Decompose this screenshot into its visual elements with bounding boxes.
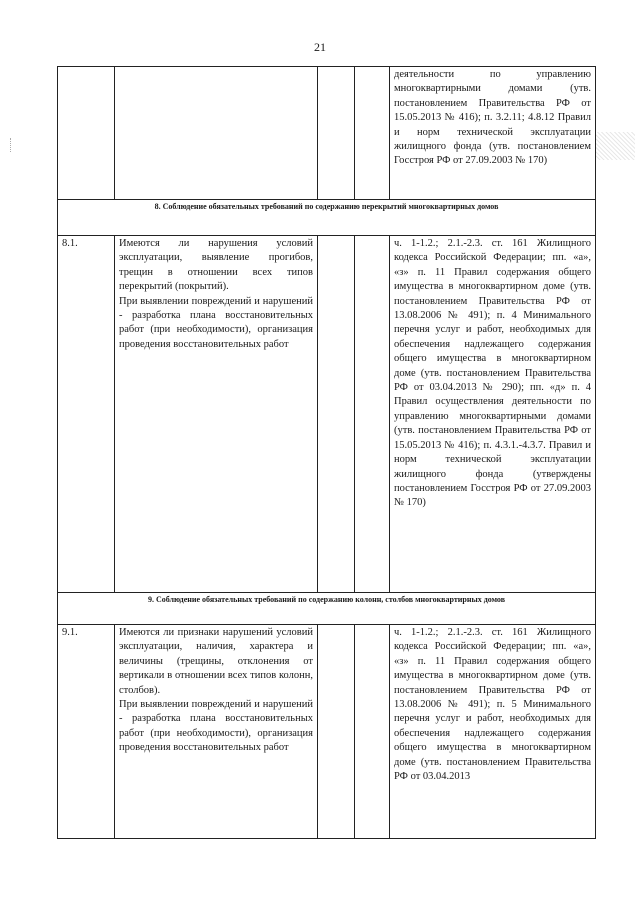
table-row bbox=[58, 236, 596, 593]
answer-no-cell bbox=[355, 236, 390, 593]
legal-basis-cell: ч. 1-1.2.; 2.1.-2.3. ст. 161 Жилищного кодекса Российской Федерации; пп. «а», «з» п. 11 Правил содержания общего имущества в многоквартирном доме (утв. постановлением Правительства РФ от 13.08.2006 № 491); п. 4 Минимального перечня услуг и работ, необходимых для обеспечения надлежащего содержания общего имущества в многоквартирном доме (утв. постановлением Правительства РФ от 03.04.2013 № 290); пп. «д» п. 4 Правил осуществления деятельности по управлению многоквартирными домами (утв. постановлением Правительства РФ от 15.05.2013 № 416); п. 4.3.1.-4.3.7. Правил и норм технической эксплуатации жилищного фонда (утверждены постановлением Госстроя РФ от 27.09.2003 № 170) bbox=[390, 236, 596, 593]
item-number-cell: 8.1. bbox=[58, 236, 115, 593]
scan-noise-strip bbox=[595, 132, 635, 160]
section-row bbox=[58, 200, 596, 236]
answer-yes-cell bbox=[318, 625, 355, 839]
page-number: 21 bbox=[314, 40, 326, 54]
item-number-cell bbox=[58, 67, 115, 200]
legal-basis-cell: деятельности по управлению многоквартирными домами (утв. постановлением Правительства РФ от 15.05.2013 № 416); п. 3.2.11; 4.8.12 Правил и норм технической эксплуатации жилищного фонда (утв. постановлением Госстроя РФ от 27.09.2003 № 170) bbox=[390, 67, 596, 200]
item-number-cell: 9.1. bbox=[58, 625, 115, 839]
table-row bbox=[58, 625, 596, 839]
answer-yes-cell bbox=[318, 236, 355, 593]
section-title: 8. Соблюдение обязательных требований по содержанию перекрытий многоквартирных домов bbox=[58, 200, 596, 236]
question-cell: Имеются ли нарушения условий эксплуатации, выявление прогибов, трещин в отношении всех типов перекрытий (покрытий). При выявлении повреждений и нарушений - разработка плана восстановительных работ (при необходимости), организация проведения восстановительных работ bbox=[115, 236, 318, 593]
question-cell: Имеются ли признаки нарушений условий эксплуатации, наличия, характера и величины (трещины, отклонения от вертикали в отношении всех типов колонн, столбов). При выявлении повреждений и нарушений - разработка плана восстановительных работ (при необходимости), организация проведения восстановительных работ bbox=[115, 625, 318, 839]
answer-yes-cell bbox=[318, 67, 355, 200]
question-cell bbox=[115, 67, 318, 200]
section-row bbox=[58, 593, 596, 625]
answer-no-cell bbox=[355, 67, 390, 200]
scan-edge-mark bbox=[0, 138, 11, 152]
legal-basis-cell: ч. 1-1.2.; 2.1.-2.3. ст. 161 Жилищного кодекса Российской Федерации; пп. «а», «з» п. 11 Правил содержания общего имущества в многоквартирном доме (утв. постановлением Правительства РФ от 13.08.2006 № 491); п. 5 Минимального перечня услуг и работ, необходимых для обеспечения надлежащего содержания общего имущества в многоквартирном доме (утв. постановлением Правительства РФ от 03.04.2013 bbox=[390, 625, 596, 839]
answer-no-cell bbox=[355, 625, 390, 839]
section-title: 9. Соблюдение обязательных требований по содержанию колонн, столбов многоквартирных домов bbox=[58, 593, 596, 625]
table-row bbox=[58, 67, 596, 200]
requirements-table bbox=[57, 66, 596, 839]
